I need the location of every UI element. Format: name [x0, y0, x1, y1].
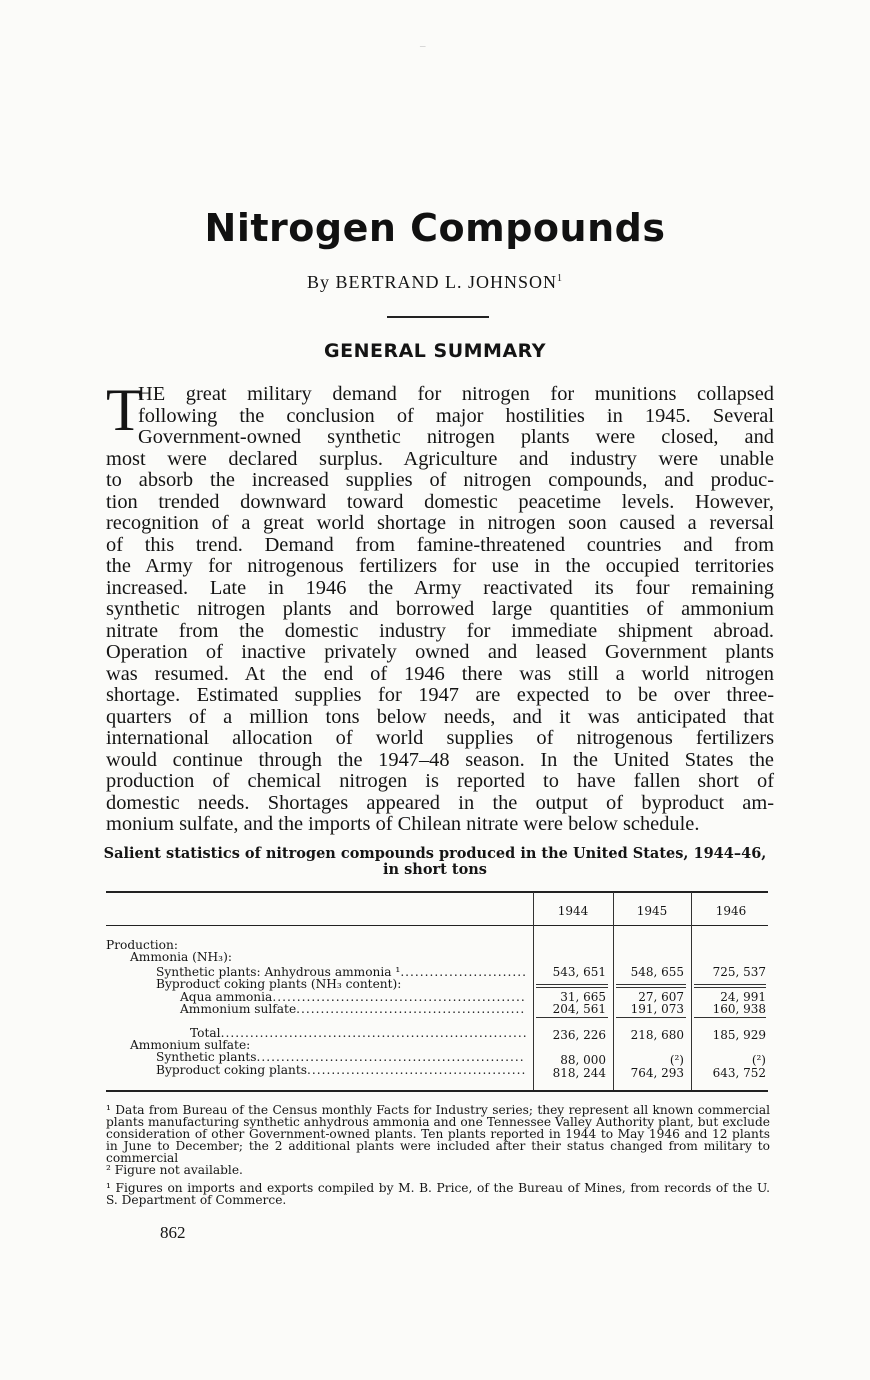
body-line: production of chemical nitrogen is reported to have fallen short of	[106, 770, 774, 792]
body-line: Government-owned synthetic nitrogen plants were closed, and	[138, 426, 774, 448]
cell-1945: 548, 655	[630, 965, 684, 979]
body-line: the Army for nitrogenous fertilizers for use in the occupied territories	[106, 555, 774, 577]
cell-1946: 725, 537	[712, 965, 766, 979]
drop-cap: T	[106, 377, 143, 443]
cell-rule	[536, 984, 608, 985]
row-label-byproduct-coking-plants	[156, 1063, 526, 1077]
summary-paragraph	[106, 377, 774, 836]
table-caption	[0, 846, 870, 878]
row-label-ammonia: Ammonia (NH₃):	[130, 950, 232, 964]
body-line: HE great military demand for nitrogen for munitions collapsed	[138, 383, 774, 405]
column-header-1944: 1944	[557, 904, 589, 918]
body-line: monium sulfate, and the imports of Chilean nitrate were below schedule.	[106, 813, 700, 835]
cell-1946: 24, 991	[720, 990, 766, 1004]
cell-rule	[616, 1017, 686, 1018]
cell-rule	[536, 987, 608, 988]
cell-1946: 185, 929	[712, 1028, 766, 1042]
byline-text: By BERTRAND L. JOHNSON	[307, 272, 557, 292]
cell-1944: 88, 000	[560, 1053, 606, 1067]
row-label-text: Aqua ammonia	[180, 990, 273, 1004]
cell-1945: (²)	[669, 1053, 684, 1067]
table-bottom-rule	[106, 1090, 768, 1092]
cell-rule	[616, 987, 686, 988]
leader-dots: .......................................................	[256, 1050, 525, 1064]
column-header-1945: 1945	[636, 904, 668, 918]
cell-1945: 27, 607	[638, 990, 684, 1004]
leader-dots: ...............................................................	[220, 1026, 528, 1040]
section-heading: GENERAL SUMMARY	[324, 340, 546, 362]
row-label-production: Production:	[106, 938, 178, 952]
row-label-text: Synthetic plants	[156, 1050, 257, 1064]
leader-dots: .............................................	[307, 1063, 527, 1077]
cell-1944: 204, 561	[552, 1002, 606, 1016]
cell-rule	[694, 987, 766, 988]
cell-1944: 543, 651	[552, 965, 606, 979]
table-column-divider	[691, 892, 692, 1090]
body-line: domestic needs. Shortages appeared in the output of byproduct am-	[106, 791, 774, 814]
body-line: tion trended downward toward domestic peacetime levels. However,	[106, 490, 774, 513]
row-label-byproduct-coking: Byproduct coking plants (NH₃ content):	[156, 977, 402, 991]
cell-rule	[616, 984, 686, 985]
body-line: Operation of inactive privately owned and leased Government plants	[106, 641, 774, 663]
body-line: increased. Late in 1946 the Army reactivated its four remaining	[106, 576, 774, 599]
footnotes	[106, 1104, 770, 1206]
cell-rule	[694, 984, 766, 985]
leader-dots: ....................................................	[272, 990, 526, 1004]
body-line: synthetic nitrogen plants and borrowed large quantities of ammonium	[106, 598, 774, 620]
body-line: to absorb the increased supplies of nitrogen compounds, and produc-	[106, 469, 774, 491]
scan-speck: –	[420, 40, 426, 52]
cell-1946: 643, 752	[712, 1066, 766, 1080]
table-caption-line-2: in short tons	[383, 861, 487, 878]
row-label-text: Synthetic plants: Anhydrous ammonia ¹	[156, 965, 401, 979]
cell-1944: 31, 665	[560, 990, 606, 1004]
row-label-text: Ammonium sulfate	[180, 1002, 297, 1016]
body-line: international allocation of world supplies of nitrogenous fertilizers	[106, 727, 774, 749]
cell-rule	[536, 1017, 608, 1018]
body-line: of this trend. Demand from famine-threatened countries and from	[106, 533, 774, 556]
row-label-ammonium-sulfate	[180, 1002, 525, 1016]
body-line: would continue through the 1947–48 season. In the United States the	[106, 748, 774, 771]
row-label-text: Byproduct coking plants	[156, 1063, 307, 1077]
table-column-divider	[533, 892, 534, 1090]
body-line: following the conclusion of major hostilities in 1945. Several	[138, 404, 774, 427]
byline	[0, 272, 870, 293]
table-top-rule	[106, 891, 768, 893]
page-title: Nitrogen Compounds	[204, 206, 666, 250]
row-label-text: Total	[190, 1026, 221, 1040]
cell-1945: 191, 073	[630, 1002, 684, 1016]
row-label-ammonium-sulfate-group: Ammonium sulfate:	[130, 1038, 251, 1052]
body-line: recognition of a great world shortage in nitrogen soon caused a reversal	[106, 512, 774, 534]
cell-1945: 764, 293	[630, 1066, 684, 1080]
cell-1946: 160, 938	[712, 1002, 766, 1016]
cell-1946: (²)	[751, 1053, 766, 1067]
author-footnote: ¹ Figures on imports and exports compiled by M. B. Price, of the Bureau of Mines, from records of the U. S. Department of Commerce.	[106, 1181, 770, 1207]
title-divider	[387, 316, 489, 318]
table-footnote-1: ¹ Data from Bureau of the Census monthly Facts for Industry series; they represent all known commercial plants manufacturing synthetic anhydrous ammonia and one Tennessee Valley Authority plant, but exclude consideration of other Government-owned plants. Ten plants reported in 1944 to May 1946 and 12 plants in June to December; the 2 additional plants were included after their status changed from military to commercial	[106, 1103, 770, 1165]
cell-1944: 236, 226	[552, 1028, 606, 1042]
column-header-1946: 1946	[715, 904, 747, 918]
leader-dots: ...............................................	[296, 1002, 526, 1016]
row-label-synthetic-plants	[156, 1050, 525, 1064]
table-header-rule	[106, 925, 768, 926]
leader-dots: ..........................	[400, 965, 528, 979]
cell-1945: 218, 680	[630, 1028, 684, 1042]
body-line: quarters of a million tons below needs, and it was anticipated that	[106, 705, 774, 728]
cell-1944: 818, 244	[552, 1066, 606, 1080]
cell-rule	[694, 1017, 766, 1018]
table-caption-line-1: Salient statistics of nitrogen compounds produced in the United States, 1944–46,	[103, 845, 767, 862]
byline-footnote-mark: 1	[556, 273, 563, 284]
body-line: shortage. Estimated supplies for 1947 are expected to be over three-	[106, 684, 774, 706]
body-line: nitrate from the domestic industry for immediate shipment abroad.	[106, 619, 774, 642]
table-footnote-2: ² Figure not available.	[106, 1163, 243, 1177]
body-line: was resumed. At the end of 1946 there was still a world nitrogen	[106, 662, 774, 685]
page-number: 862	[160, 1223, 186, 1242]
body-line: most were declared surplus. Agriculture and industry were unable	[106, 447, 774, 470]
